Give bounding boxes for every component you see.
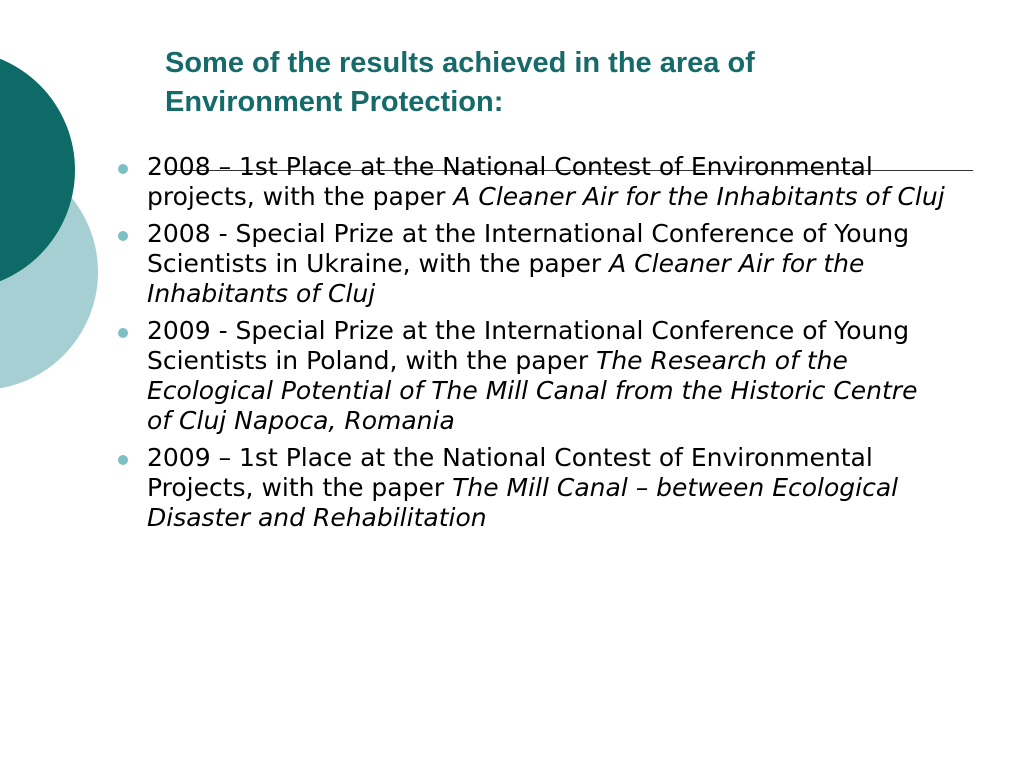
bullet-icon — [118, 328, 128, 338]
achievement-paper-title: The Mill Canal – between Ecological Disaster and Rehabilitation — [147, 473, 899, 532]
achievement-paper-title: The Research of the Ecological Potential of The Mill Canal from the Historic Centre of Cluj Napoca, Romania — [147, 346, 918, 435]
slide-title-line-1: Some of the results achieved in the area of — [165, 47, 755, 79]
achievements-list — [115, 152, 945, 540]
achievement-item — [115, 152, 945, 212]
bullet-icon — [118, 455, 128, 465]
achievement-paper-title: A Cleaner Air for the Inhabitants of Cluj — [147, 249, 865, 308]
slide-title-line-2: Environment Protection: — [165, 86, 504, 118]
achievement-text: 2008 – 1st Place at the National Contest of Environmental projects, with the paper — [147, 152, 873, 211]
achievement-item — [115, 219, 945, 309]
achievement-item — [115, 316, 945, 436]
achievement-text: 2009 – 1st Place at the National Contest of Environmental Projects, with the paper — [147, 443, 873, 502]
achievement-item — [115, 443, 945, 533]
achievement-paper-title: A Cleaner Air for the Inhabitants of Cluj — [453, 182, 945, 211]
slide-title — [165, 44, 965, 122]
bullet-icon — [118, 231, 128, 241]
achievement-text: 2009 - Special Prize at the International Conference of Young Scientists in Poland, with the paper — [147, 316, 910, 375]
bullet-icon — [118, 164, 128, 174]
achievement-text: 2008 - Special Prize at the International Conference of Young Scientists in Ukraine, with the paper — [147, 219, 910, 278]
